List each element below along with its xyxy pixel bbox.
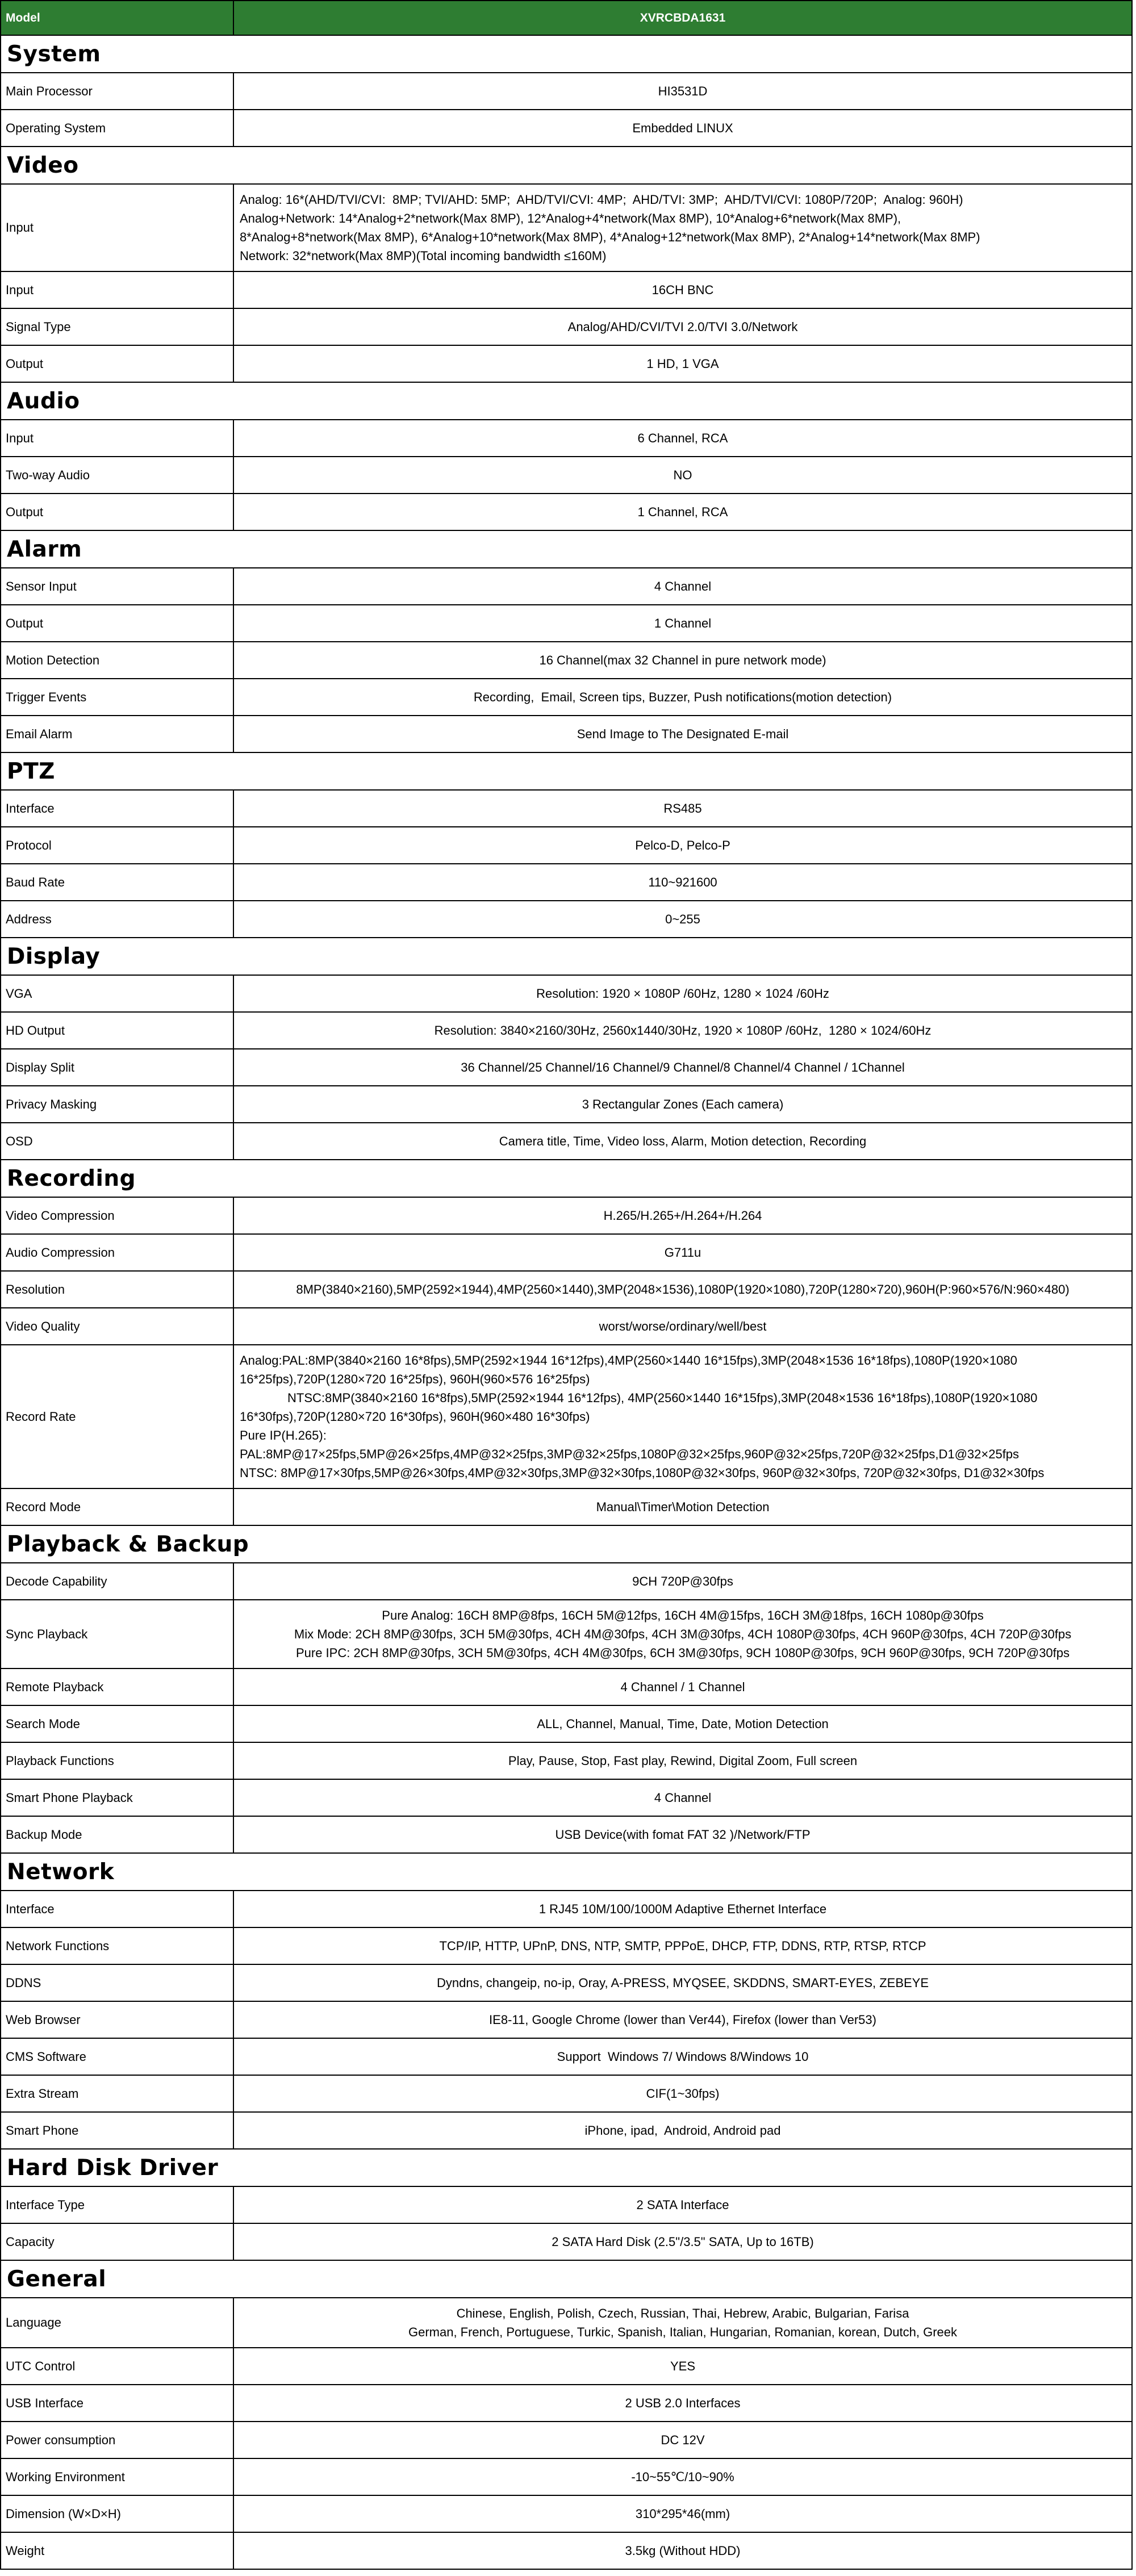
spec-value <box>234 2039 1131 2075</box>
spec-row <box>0 185 1133 272</box>
spec-label: Resolution <box>1 1272 234 1307</box>
spec-value <box>234 716 1131 752</box>
spec-value-line: 1 Channel <box>654 616 712 630</box>
spec-value-line: 8*Analog+8*network(Max 8MP), 6*Analog+10*network(Max 8MP), 4*Analog+12*network(Max 8MP), 2*Analog+14*network(Max 8MP) <box>240 230 980 244</box>
spec-row <box>0 1198 1133 1235</box>
spec-value-line: Manual\Timer\Motion Detection <box>596 1500 770 1514</box>
section-title: Hard Disk Driver <box>7 2155 219 2181</box>
spec-value <box>234 1086 1131 1122</box>
spec-value <box>234 309 1131 345</box>
section-title: Alarm <box>7 536 82 562</box>
spec-value <box>234 346 1131 382</box>
section-header <box>0 383 1133 420</box>
spec-row <box>0 716 1133 753</box>
spec-row <box>0 2348 1133 2385</box>
spec-value <box>234 272 1131 308</box>
spec-value-line: ALL, Channel, Manual, Time, Date, Motion Detection <box>537 1717 829 1731</box>
spec-sections <box>0 36 1133 2570</box>
spec-row <box>0 1817 1133 1854</box>
spec-label: Motion Detection <box>1 642 234 678</box>
spec-label: USB Interface <box>1 2385 234 2421</box>
spec-value-line: Analog: 16*(AHD/TVI/CVI: 8MP; TVI/AHD: 5MP; AHD/TVI/CVI: 4MP; AHD/TVI: 3MP; AHD/TVI/CVI: 1080P/720P; Analog: 960H) <box>240 193 963 207</box>
spec-value-line: 1 RJ45 10M/100/1000M Adaptive Ethernet Interface <box>538 1902 827 1916</box>
spec-value <box>234 1345 1131 1488</box>
spec-row <box>0 73 1133 110</box>
spec-value <box>234 1743 1131 1779</box>
spec-label: Output <box>1 605 234 641</box>
spec-row <box>0 1780 1133 1817</box>
spec-value-line: Network: 32*network(Max 8MP)(Total incoming bandwidth ≤160M) <box>240 249 607 263</box>
spec-row <box>0 1965 1133 2002</box>
spec-row <box>0 1086 1133 1123</box>
spec-value <box>234 2113 1131 2148</box>
spec-row <box>0 457 1133 494</box>
spec-value-line: IE8-11, Google Chrome (lower than Ver44), Firefox (lower than Ver53) <box>489 2013 876 2027</box>
spec-label: Input <box>1 185 234 271</box>
spec-value <box>234 1308 1131 1344</box>
spec-label: Web Browser <box>1 2002 234 2038</box>
section-header <box>0 531 1133 568</box>
spec-value-line: 1 HD, 1 VGA <box>646 357 719 371</box>
spec-value <box>234 2187 1131 2223</box>
spec-label: DDNS <box>1 1965 234 2001</box>
section-title: Recording <box>7 1165 136 1191</box>
spec-label: Extra Stream <box>1 2076 234 2111</box>
spec-label: Network Functions <box>1 1928 234 1964</box>
section-header <box>0 147 1133 185</box>
spec-row <box>0 1489 1133 1526</box>
spec-row <box>0 1891 1133 1928</box>
spec-value-line: 4 Channel <box>654 1791 712 1805</box>
spec-value-line: 16*25fps),720P(1280×720 16*25fps), 960H(960×576 16*25fps) <box>240 1372 590 1386</box>
spec-row <box>0 309 1133 346</box>
spec-label: Main Processor <box>1 73 234 109</box>
spec-label: Signal Type <box>1 309 234 345</box>
spec-value-line: Analog:PAL:8MP(3840×2160 16*8fps),5MP(2592×1944 16*12fps),4MP(2560×1440 16*15fps),3MP(2048×1536 16*18fps),1080P(1920×1080 <box>240 1353 1017 1368</box>
spec-row <box>0 2113 1133 2150</box>
spec-value-line: iPhone, ipad, Android, Android pad <box>584 2123 781 2138</box>
spec-value-line: DC 12V <box>661 2433 705 2447</box>
spec-value-line: 2 SATA Interface <box>636 2198 729 2212</box>
section-header <box>0 2261 1133 2298</box>
spec-value <box>234 185 1131 271</box>
spec-row <box>0 1563 1133 1600</box>
spec-value <box>234 1600 1131 1668</box>
spec-value <box>234 2348 1131 2384</box>
spec-value <box>234 1272 1131 1307</box>
spec-value <box>234 642 1131 678</box>
spec-row <box>0 2533 1133 2570</box>
spec-value <box>234 73 1131 109</box>
spec-value-line: Chinese, English, Polish, Czech, Russian, Thai, Hebrew, Arabic, Bulgarian, Farisa <box>456 2306 909 2320</box>
spec-value-line: Resolution: 3840×2160/30Hz, 2560x1440/30Hz, 1920 × 1080P /60Hz, 1280 × 1024/60Hz <box>434 1023 932 1038</box>
spec-value <box>234 1891 1131 1927</box>
spec-value-line: RS485 <box>663 801 702 816</box>
spec-value-line: 16*30fps),720P(1280×720 16*30fps), 960H(960×480 16*30fps) <box>240 1410 590 1424</box>
spec-label: Capacity <box>1 2224 234 2260</box>
spec-row <box>0 1600 1133 1669</box>
spec-row <box>0 2385 1133 2422</box>
spec-label: OSD <box>1 1123 234 1159</box>
spec-label: Display Split <box>1 1049 234 1085</box>
spec-label: Protocol <box>1 827 234 863</box>
spec-label: Weight <box>1 2533 234 2569</box>
spec-label: Operating System <box>1 110 234 146</box>
spec-value <box>234 2385 1131 2421</box>
spec-label: Input <box>1 272 234 308</box>
section-title: System <box>7 41 101 67</box>
spec-label: VGA <box>1 976 234 1011</box>
spec-value-line: Recording, Email, Screen tips, Buzzer, Push notifications(motion detection) <box>473 690 892 704</box>
spec-row <box>0 2496 1133 2533</box>
spec-value <box>234 1817 1131 1852</box>
spec-row <box>0 827 1133 864</box>
spec-label: Privacy Masking <box>1 1086 234 1122</box>
spec-value-line: Send Image to The Designated E-mail <box>577 727 789 741</box>
spec-label: Interface <box>1 791 234 826</box>
spec-value <box>234 1049 1131 1085</box>
spec-value-line: Analog+Network: 14*Analog+2*network(Max 8MP), 12*Analog+4*network(Max 8MP), 10*Analog+6*network(Max 8MP), <box>240 211 901 225</box>
spec-label: Smart Phone <box>1 2113 234 2148</box>
spec-label: Baud Rate <box>1 864 234 900</box>
spec-value-line: Pure Analog: 16CH 8MP@8fps, 16CH 5M@12fps, 16CH 4M@15fps, 16CH 3M@18fps, 16CH 1080p@30fps <box>382 1608 984 1622</box>
spec-value-line: NO <box>673 468 692 482</box>
spec-row <box>0 346 1133 383</box>
spec-value-line: Pure IPC: 2CH 8MP@30fps, 3CH 5M@30fps, 4CH 4M@30fps, 6CH 3M@30fps, 9CH 1080P@30fps, 9CH 960P@30fps, 9CH 720P@30fps <box>295 1646 1070 1660</box>
spec-value <box>234 901 1131 937</box>
spec-row <box>0 642 1133 679</box>
spec-value-line: 9CH 720P@30fps <box>632 1574 733 1588</box>
spec-value-line: 4 Channel <box>654 579 712 593</box>
spec-row <box>0 2076 1133 2113</box>
spec-value-line: NTSC:8MP(3840×2160 16*8fps),5MP(2592×1944 16*12fps), 4MP(2560×1440 16*15fps),3MP(2048×1536 16*18fps),1080P(1920×1080 <box>287 1391 1038 1405</box>
spec-value-line: 8MP(3840×2160),5MP(2592×1944),4MP(2560×1440),3MP(2048×1536),1080P(1920×1080),720P(1280×720),960H(P:960×576/N:960×480) <box>296 1282 1070 1297</box>
spec-value <box>234 2002 1131 2038</box>
spec-row <box>0 2298 1133 2348</box>
spec-value-line: Dyndns, changeip, no-ip, Oray, A-PRESS, MYQSEE, SKDDNS, SMART-EYES, ZEBEYE <box>436 1976 929 1990</box>
spec-value-line: worst/worse/ordinary/well/best <box>599 1319 767 1333</box>
spec-value <box>234 1928 1131 1964</box>
spec-label: Email Alarm <box>1 716 234 752</box>
spec-value-line: Play, Pause, Stop, Fast play, Rewind, Digital Zoom, Full screen <box>508 1754 858 1768</box>
spec-label: Dimension (W×D×H) <box>1 2496 234 2532</box>
header-label: Model <box>1 1 234 35</box>
header-row <box>0 0 1133 36</box>
section-header <box>0 938 1133 976</box>
spec-value-line: 36 Channel/25 Channel/16 Channel/9 Channel/8 Channel/4 Channel / 1Channel <box>461 1060 905 1074</box>
spec-value-line: Camera title, Time, Video loss, Alarm, Motion detection, Recording <box>499 1134 867 1148</box>
spec-value-line: 2 SATA Hard Disk (2.5"/3.5" SATA, Up to 16TB) <box>552 2235 814 2249</box>
spec-value-line: 6 Channel, RCA <box>637 431 728 445</box>
spec-row <box>0 272 1133 309</box>
spec-label: Search Mode <box>1 1706 234 1742</box>
spec-label: Record Mode <box>1 1489 234 1525</box>
spec-value-line: Analog/AHD/CVI/TVI 2.0/TVI 3.0/Network <box>567 320 798 334</box>
spec-value <box>234 2224 1131 2260</box>
spec-value <box>234 2298 1131 2347</box>
spec-value-line: HI3531D <box>658 84 708 98</box>
spec-row <box>0 864 1133 901</box>
spec-value-line: 0~255 <box>665 912 700 926</box>
spec-row <box>0 2187 1133 2224</box>
spec-value-line: Embedded LINUX <box>632 121 733 135</box>
spec-label: Record Rate <box>1 1345 234 1488</box>
section-header <box>0 1160 1133 1198</box>
spec-label: Trigger Events <box>1 679 234 715</box>
spec-value-line: 1 Channel, RCA <box>637 505 728 519</box>
spec-row <box>0 110 1133 147</box>
spec-value-line: G711u <box>664 1245 701 1260</box>
spec-row <box>0 1272 1133 1308</box>
spec-value-line: TCP/IP, HTTP, UPnP, DNS, NTP, SMTP, PPPoE, DHCP, FTP, DDNS, RTP, RTSP, RTCP <box>439 1939 926 1953</box>
spec-row <box>0 901 1133 938</box>
spec-row <box>0 568 1133 605</box>
spec-value <box>234 1123 1131 1159</box>
spec-value <box>234 1235 1131 1270</box>
spec-value <box>234 1706 1131 1742</box>
spec-value <box>234 2076 1131 2111</box>
spec-value-line: USB Device(with fomat FAT 32 )/Network/FTP <box>555 1828 811 1842</box>
spec-value-line: Mix Mode: 2CH 8MP@30fps, 3CH 5M@30fps, 4CH 4M@30fps, 4CH 3M@30fps, 4CH 1080P@30fps, 4CH 960P@30fps, 4CH 720P@30fps <box>294 1627 1072 1641</box>
section-header <box>0 753 1133 791</box>
spec-row <box>0 1345 1133 1489</box>
spec-value <box>234 605 1131 641</box>
spec-value-line: 3 Rectangular Zones (Each camera) <box>582 1097 784 1111</box>
spec-value <box>234 1965 1131 2001</box>
section-title: PTZ <box>7 758 55 784</box>
spec-label: Output <box>1 346 234 382</box>
spec-value <box>234 827 1131 863</box>
section-title: Network <box>7 1859 115 1885</box>
spec-label: Sync Playback <box>1 1600 234 1668</box>
spec-row <box>0 605 1133 642</box>
model-number: XVRCBDA1631 <box>640 11 726 24</box>
spec-label: Playback Functions <box>1 1743 234 1779</box>
spec-value <box>234 1669 1131 1705</box>
spec-label: Two-way Audio <box>1 457 234 493</box>
section-title: Audio <box>7 388 80 414</box>
spec-label: UTC Control <box>1 2348 234 2384</box>
spec-row <box>0 2422 1133 2459</box>
spec-value <box>234 2422 1131 2458</box>
spec-row <box>0 2459 1133 2496</box>
spec-row <box>0 679 1133 716</box>
spec-value-line: 110~921600 <box>648 875 717 889</box>
spec-row <box>0 1123 1133 1160</box>
spec-value-line: -10~55℃/10~90% <box>631 2470 734 2484</box>
section-header <box>0 1526 1133 1563</box>
spec-label: HD Output <box>1 1013 234 1048</box>
spec-row <box>0 1743 1133 1780</box>
spec-value-line: Resolution: 1920 × 1080P /60Hz, 1280 × 1024 /60Hz <box>536 986 829 1001</box>
section-title: General <box>7 2266 107 2292</box>
spec-value <box>234 1198 1131 1233</box>
spec-row <box>0 1308 1133 1345</box>
spec-row <box>0 2224 1133 2261</box>
spec-value <box>234 2496 1131 2532</box>
spec-value-line: CIF(1~30fps) <box>646 2086 720 2101</box>
spec-row <box>0 494 1133 531</box>
spec-value <box>234 457 1131 493</box>
spec-value-line: 310*295*46(mm) <box>635 2507 730 2521</box>
spec-label: Working Environment <box>1 2459 234 2495</box>
spec-label: Remote Playback <box>1 1669 234 1705</box>
spec-label: Interface <box>1 1891 234 1927</box>
spec-value-line: NTSC: 8MP@17×30fps,5MP@26×30fps,4MP@32×30fps,3MP@32×30fps,1080P@32×30fps, 960P@32×30fps, 720P@32×30fps, D1@32×30fps <box>240 1466 1045 1480</box>
spec-value <box>234 568 1131 604</box>
spec-label: CMS Software <box>1 2039 234 2075</box>
spec-row <box>0 1669 1133 1706</box>
spec-label: Video Quality <box>1 1308 234 1344</box>
spec-row <box>0 1049 1133 1086</box>
spec-value-line: Pelco-D, Pelco-P <box>635 838 730 852</box>
spec-value-line: 4 Channel / 1 Channel <box>620 1680 745 1694</box>
spec-label: Sensor Input <box>1 568 234 604</box>
spec-value <box>234 110 1131 146</box>
spec-value <box>234 791 1131 826</box>
spec-value-line: H.265/H.265+/H.264+/H.264 <box>603 1208 762 1223</box>
spec-label: Decode Capability <box>1 1563 234 1599</box>
section-title: Playback & Backup <box>7 1531 249 1557</box>
section-header <box>0 2150 1133 2187</box>
spec-row <box>0 1235 1133 1272</box>
spec-label: Address <box>1 901 234 937</box>
spec-value <box>234 1780 1131 1816</box>
spec-label: Output <box>1 494 234 530</box>
section-title: Video <box>7 152 79 178</box>
spec-label: Video Compression <box>1 1198 234 1233</box>
spec-value-line: 2 USB 2.0 Interfaces <box>625 2396 741 2410</box>
spec-label: Interface Type <box>1 2187 234 2223</box>
spec-value-line: German, French, Portuguese, Turkic, Spanish, Italian, Hungarian, Romanian, korean, Dutch, Greek <box>408 2325 958 2339</box>
spec-label: Power consumption <box>1 2422 234 2458</box>
section-title: Display <box>7 943 101 969</box>
spec-row <box>0 1706 1133 1743</box>
spec-row <box>0 1928 1133 1965</box>
spec-value <box>234 420 1131 456</box>
spec-value <box>234 1013 1131 1048</box>
spec-value <box>234 2459 1131 2495</box>
spec-row <box>0 2002 1133 2039</box>
spec-row <box>0 1013 1133 1049</box>
section-header <box>0 1854 1133 1891</box>
spec-row <box>0 2039 1133 2076</box>
spec-value <box>234 2533 1131 2569</box>
spec-value-line: Pure IP(H.265): <box>240 1428 327 1442</box>
spec-value-line: PAL:8MP@17×25fps,5MP@26×25fps,4MP@32×25fps,3MP@32×25fps,1080P@32×25fps,960P@32×25fps,720P@32×25fps,D1@32×25fps <box>240 1447 1020 1461</box>
spec-value <box>234 976 1131 1011</box>
spec-value-line: 16 Channel(max 32 Channel in pure network mode) <box>539 653 826 667</box>
section-header <box>0 36 1133 73</box>
spec-row <box>0 976 1133 1013</box>
spec-value-line: 3.5kg (Without HDD) <box>625 2544 741 2558</box>
spec-row <box>0 791 1133 827</box>
spec-label: Smart Phone Playback <box>1 1780 234 1816</box>
spec-value <box>234 1563 1131 1599</box>
spec-value-line: YES <box>670 2359 696 2373</box>
spec-value-line: 16CH BNC <box>651 283 714 297</box>
spec-row <box>0 420 1133 457</box>
spec-value-line: Support Windows 7/ Windows 8/Windows 10 <box>557 2050 809 2064</box>
spec-value <box>234 679 1131 715</box>
spec-value <box>234 1489 1131 1525</box>
spec-value <box>234 864 1131 900</box>
spec-label: Backup Mode <box>1 1817 234 1852</box>
spec-label: Input <box>1 420 234 456</box>
spec-label: Language <box>1 2298 234 2347</box>
spec-value <box>234 494 1131 530</box>
spec-label: Audio Compression <box>1 1235 234 1270</box>
